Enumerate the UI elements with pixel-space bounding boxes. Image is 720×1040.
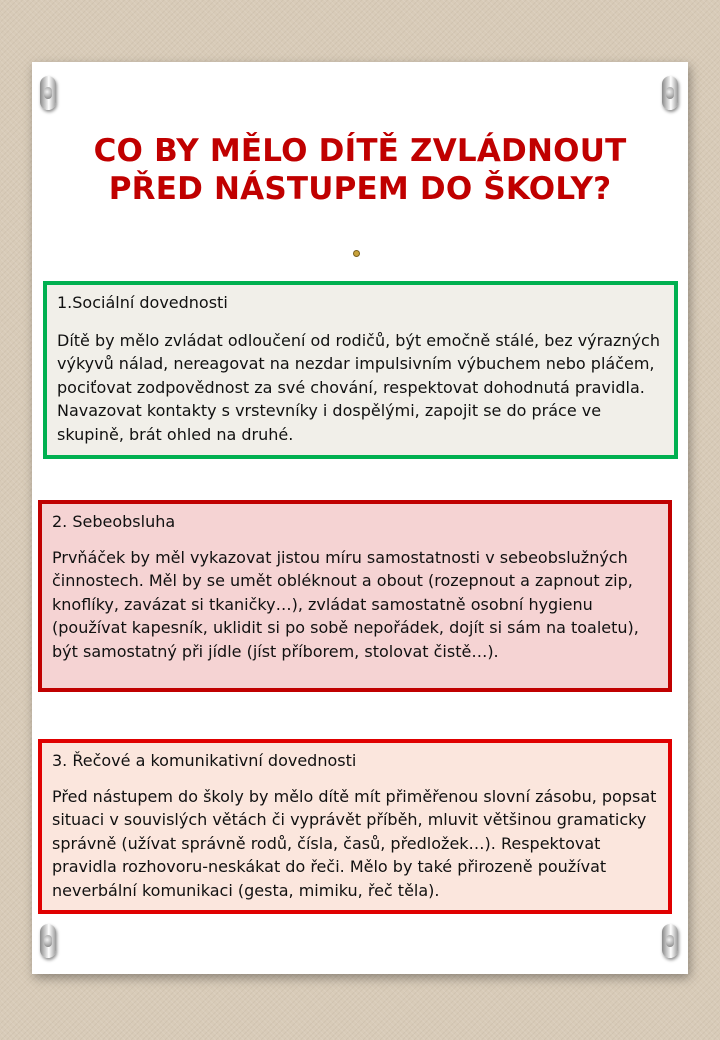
section-social-skills <box>43 281 678 459</box>
pushpin-icon <box>40 924 56 958</box>
section-text: Dítě by mělo zvládat odloučení od rodičů, být emočně stálé, bez výrazných výkyvů nálad, nereagovat na nezdar impulsivním výbuchem nebo pláčem, pociťovat zodpovědnost za své chování, respektovat dohodnutá pravidla. Navazovat kontakty s vrstevníky i dospělými, zapojit se do práce ve skupině, brát ohled na druhé. <box>57 330 660 444</box>
section-communication-skills <box>38 739 672 914</box>
section-heading: 3. Řečové a komunikativní dovednosti <box>52 751 357 770</box>
section-self-care <box>38 500 672 692</box>
section-heading: 1.Sociální dovednosti <box>57 293 228 312</box>
pushpin-icon <box>662 924 678 958</box>
section-text: Před nástupem do školy by mělo dítě mít přiměřenou slovní zásobu, popsat situaci v souvislých větách či vyprávět příběh, mluvit většinou gramaticky správně (užívat správně rodů, čísla, časů, předložek…). Respektovat pravidla rozhovoru-neskákat do řeči. Mělo by také přirozeně používat neverbální komunikaci (gesta, mimiku, řeč těla). <box>52 786 657 900</box>
pushpin-icon <box>662 76 678 110</box>
page-title: CO BY MĚLO DÍTĚ ZVLÁDNOUT PŘED NÁSTUPEM DO ŠKOLY? <box>93 133 627 207</box>
section-text: Prvňáček by měl vykazovat jistou míru samostatnosti v sebeobslužných činnostech. Měl by se umět obléknout a obout (rozepnout a zapnout zip, knoflíky, zavázat si tkaničky…), zvládat samostatně osobní hygienu (používat kapesník, uklidit si po sobě nepořádek, dojít si sám na toaletu), být samostatný při jídle (jíst příborem, stolovat čistě…). <box>52 547 639 661</box>
pushpin-icon <box>40 76 56 110</box>
section-heading: 2. Sebeobsluha <box>52 512 176 531</box>
selection-marker <box>353 250 360 257</box>
